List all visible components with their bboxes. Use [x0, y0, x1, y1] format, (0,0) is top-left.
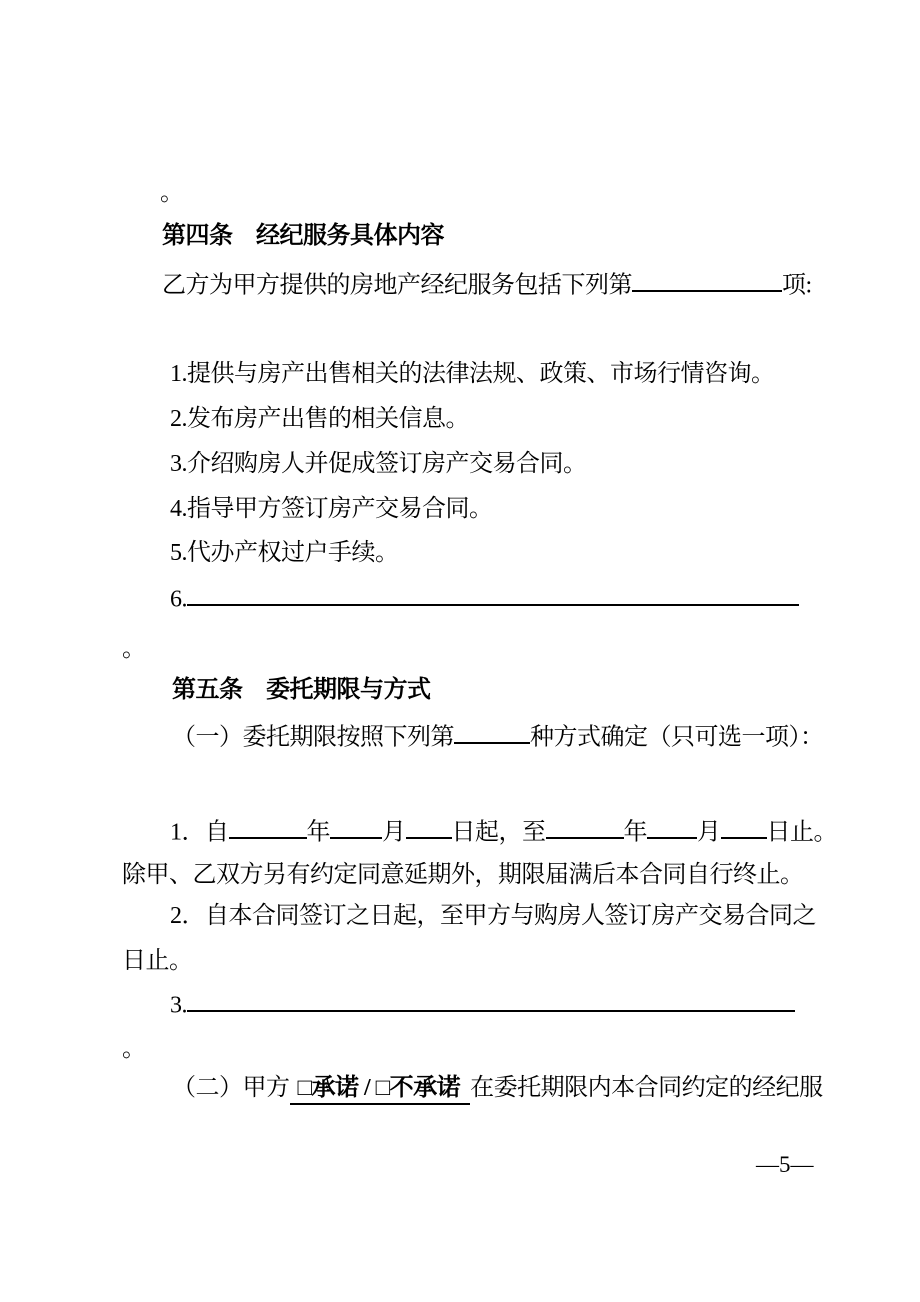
- promise-label: 承诺: [311, 1075, 359, 1101]
- service-item-1: 1.提供与房产出售相关的法律法规、政策、市场行情咨询。: [170, 361, 775, 387]
- year-label-2: 年: [623, 819, 647, 846]
- service-item-4: 4.指导甲方签订房产交易合同。: [170, 496, 493, 522]
- start-day-blank-field[interactable]: [406, 813, 452, 839]
- clause1-line: [172, 718, 824, 754]
- clause2-prefix: （二）甲方: [172, 1075, 290, 1101]
- option2-line1: 2．自本合同签订之日起，至甲方与购房人签订房产交易合同之: [170, 903, 816, 929]
- no-promise-checkbox[interactable]: □: [375, 1075, 390, 1101]
- year-label-1: 年: [306, 819, 330, 846]
- promise-checkbox[interactable]: □: [297, 1075, 312, 1101]
- clause2-line: [172, 1071, 823, 1105]
- option3-line: [170, 986, 795, 1022]
- stray-period-3: 。: [122, 1036, 146, 1062]
- option2-line2: 日止。: [122, 948, 193, 974]
- promise-choice-group: [290, 1075, 471, 1105]
- page-number: —5—: [756, 1152, 814, 1177]
- option1-suffix: 日止。: [766, 819, 837, 846]
- end-day-blank-field[interactable]: [721, 813, 767, 839]
- option1-date-line: [170, 813, 837, 849]
- service-item-6-blank-field[interactable]: [187, 580, 799, 606]
- stray-period-1: 。: [160, 180, 184, 206]
- clause1-suffix: 种方式确定（只可选一项）：: [530, 724, 824, 751]
- choice-separator: /: [358, 1075, 376, 1101]
- article4-intro-suffix: 项:: [782, 272, 812, 299]
- option3-blank-field[interactable]: [187, 986, 795, 1012]
- option3-label: 3.: [170, 992, 187, 1019]
- no-promise-label: 不承诺: [389, 1075, 461, 1101]
- service-item-6-label: 6.: [170, 586, 187, 613]
- option1-continuation: 除甲、乙双方另有约定同意延期外，期限届满后本合同自行终止。: [122, 862, 804, 888]
- month-label-1: 月: [382, 819, 406, 846]
- stray-period-2: 。: [122, 636, 146, 662]
- service-item-3: 3.介绍购房人并促成签订房产交易合同。: [170, 451, 587, 477]
- clause2-suffix: 在委托期限内本合同约定的经纪服: [470, 1075, 823, 1101]
- service-item-2: 2.发布房产出售的相关信息。: [170, 406, 469, 432]
- service-item-6: [170, 580, 799, 616]
- month-label-2: 月: [697, 819, 721, 846]
- article4-intro-text: 乙方为甲方提供的房地产经纪服务包括下列第: [162, 272, 632, 299]
- article5-heading: 第五条 委托期限与方式: [172, 677, 431, 703]
- clause1-text: （一）委托期限按照下列第: [172, 724, 454, 751]
- option1-prefix: 1．自: [170, 819, 229, 846]
- end-year-blank-field[interactable]: [546, 813, 624, 839]
- option1-middle: 日起，至: [451, 819, 546, 846]
- article4-intro-line: [162, 266, 812, 302]
- service-item-number-blank-field[interactable]: [632, 266, 782, 292]
- article4-heading: 第四条 经纪服务具体内容: [162, 223, 444, 249]
- start-month-blank-field[interactable]: [330, 813, 382, 839]
- service-item-5: 5.代办产权过户手续。: [170, 540, 399, 566]
- start-year-blank-field[interactable]: [229, 813, 307, 839]
- duration-method-blank-field[interactable]: [454, 718, 530, 744]
- end-month-blank-field[interactable]: [647, 813, 697, 839]
